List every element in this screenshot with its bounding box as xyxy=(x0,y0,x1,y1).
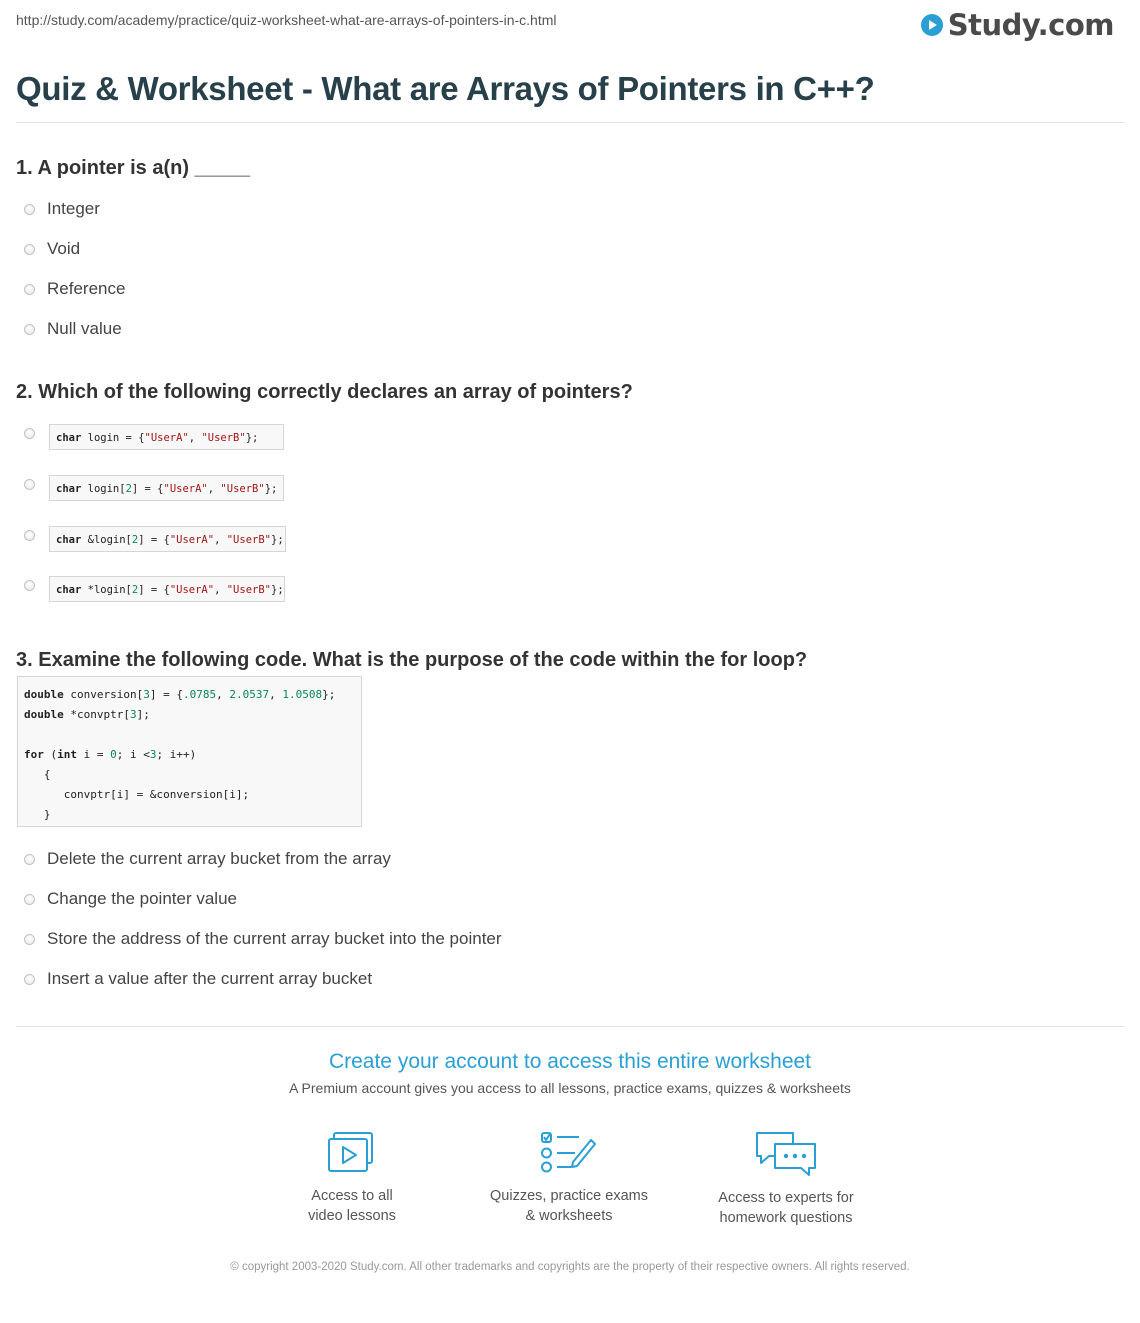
code-snippet: char login = {"UserA", "UserB"}; xyxy=(49,424,284,450)
study-logo[interactable] xyxy=(921,8,1114,42)
radio-icon[interactable] xyxy=(24,204,35,215)
question-3: 3. Examine the following code. What is the purpose of the code within the for loop? xyxy=(16,649,808,671)
radio-icon[interactable] xyxy=(24,974,35,985)
q3-option-2[interactable]: Change the pointer value xyxy=(24,889,237,909)
page-title: Quiz & Worksheet - What are Arrays of Pointers in C++? xyxy=(16,70,875,107)
logo-text: Study.com xyxy=(947,8,1114,42)
radio-icon[interactable] xyxy=(24,428,35,439)
q3-option-4[interactable]: Insert a value after the current array bucket xyxy=(24,969,372,989)
page-url: http://study.com/academy/practice/quiz-worksheet-what-are-arrays-of-pointers-in-c.html xyxy=(16,12,557,28)
question-1: 1. A pointer is a(n) _____ xyxy=(16,157,251,179)
create-account-link[interactable]: Create your account to access this entire worksheet xyxy=(328,1050,812,1073)
divider xyxy=(16,1026,1124,1027)
play-logo-icon xyxy=(921,14,943,36)
q2-option-1[interactable] xyxy=(24,424,284,450)
feature-label: Quizzes, practice exams & worksheets xyxy=(490,1188,648,1224)
code-snippet: char *login[2] = {"UserA", "UserB"}; xyxy=(49,576,285,602)
q2-option-3[interactable] xyxy=(24,526,286,552)
radio-icon[interactable] xyxy=(24,530,35,541)
video-lessons-icon xyxy=(324,1130,380,1176)
q1-option-1[interactable]: Integer xyxy=(24,199,100,219)
feature-video-lessons xyxy=(252,1130,452,1226)
q3-option-3[interactable]: Store the address of the current array bucket into the pointer xyxy=(24,929,502,949)
radio-icon[interactable] xyxy=(24,934,35,945)
radio-icon[interactable] xyxy=(24,244,35,255)
radio-icon[interactable] xyxy=(24,894,35,905)
feature-quizzes xyxy=(469,1130,669,1226)
question-2: 2. Which of the following correctly declares an array of pointers? xyxy=(16,381,633,403)
q1-option-4[interactable]: Null value xyxy=(24,319,122,339)
q1-option-2[interactable]: Void xyxy=(24,239,80,259)
q1-option-3[interactable]: Reference xyxy=(24,279,125,299)
copyright-text: © copyright 2003-2020 Study.com. All other trademarks and copyrights are the property of their respective owners. All rights reserved. xyxy=(230,1261,910,1273)
cta-subtitle: A Premium account gives you access to all lessons, practice exams, quizzes & worksheets xyxy=(289,1080,851,1096)
code-snippet: char &login[2] = {"UserA", "UserB"}; xyxy=(49,526,286,552)
q3-option-1[interactable]: Delete the current array bucket from the array xyxy=(24,849,391,869)
radio-icon[interactable] xyxy=(24,324,35,335)
feature-label: Access to experts for homework questions xyxy=(718,1190,854,1226)
radio-icon[interactable] xyxy=(24,580,35,591)
radio-icon[interactable] xyxy=(24,479,35,490)
q2-option-2[interactable] xyxy=(24,475,284,501)
expert-chat-icon xyxy=(753,1130,819,1178)
quiz-checklist-icon xyxy=(539,1130,599,1176)
q2-option-4[interactable] xyxy=(24,576,285,602)
code-block: double conversion[3] = {.0785, 2.0537, 1.0508}; double *convptr[3]; for (int i = 0; i <3; i++) { convptr[i] = &conversion[i]; } xyxy=(17,676,362,827)
feature-experts xyxy=(686,1130,886,1228)
divider xyxy=(16,122,1124,123)
code-snippet: char login[2] = {"UserA", "UserB"}; xyxy=(49,475,284,501)
feature-label: Access to all video lessons xyxy=(308,1188,396,1224)
radio-icon[interactable] xyxy=(24,284,35,295)
radio-icon[interactable] xyxy=(24,854,35,865)
